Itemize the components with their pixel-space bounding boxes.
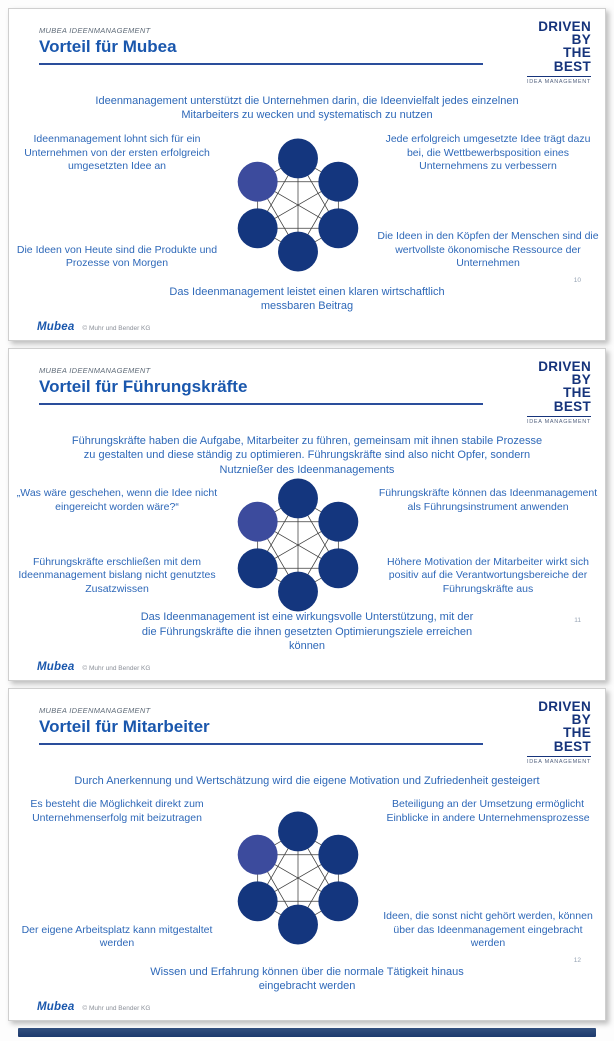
logo-subtitle: IDEA MANAGEMENT <box>527 758 591 765</box>
logo-word: DRIVEN <box>538 699 591 714</box>
slide-header <box>9 697 605 765</box>
driven-by-the-best-logo <box>505 19 591 85</box>
logo-subtitle: IDEA MANAGEMENT <box>527 78 591 85</box>
network-node <box>278 905 318 945</box>
logo-word: DRIVEN <box>538 19 591 34</box>
idea-network-diagram <box>219 804 377 952</box>
network-node <box>318 549 358 589</box>
left-bottom-text: Die Ideen von Heute sind die Produkte und Prozesse von Morgen <box>16 243 218 270</box>
intro-text: Ideenmanagement unterstützt die Unternehmen darin, die Ideenvielfalt jedes einzelnen Mitarbeiters zu wecken und systematisch zu nutzen <box>95 94 519 122</box>
mubea-logo: Mubea <box>37 661 75 673</box>
slide-vorteil-fuehrungskraefte <box>8 348 606 681</box>
network-node <box>278 139 318 179</box>
copyright-text: © Muhr und Bender KG <box>82 665 151 672</box>
right-top-text: Jede erfolgreich umgesetzte Idee trägt dazu bei, die Wettbewerbsposition eines Unternehmens zu verbessern <box>385 132 591 173</box>
logo-word: THE <box>563 725 591 741</box>
diagram-row <box>9 480 605 610</box>
logo-word: DRIVEN <box>538 359 591 374</box>
title-divider <box>39 63 483 65</box>
slide-title: Vorteil für Mubea <box>39 37 177 56</box>
logo-word: THE <box>563 45 591 61</box>
title-divider <box>39 403 483 405</box>
left-bottom-text: Führungskräfte erschließen mit dem Ideenmanagement bislang nicht genutztes Zusatzwissen <box>18 555 216 595</box>
idea-network-diagram <box>219 131 377 279</box>
left-bottom-text: Der eigene Arbeitsplatz kann mitgestaltet werden <box>21 923 213 950</box>
network-node <box>318 881 358 921</box>
slide-eyebrow: MUBEA IDEENMANAGEMENT <box>39 706 151 715</box>
network-node <box>318 209 358 249</box>
slide-footer <box>37 1001 150 1013</box>
left-top-text: Es besteht die Möglichkeit direkt zum Unternehmenserfolg mit beizutragen <box>30 798 204 825</box>
logo-word: BEST <box>553 58 591 74</box>
logo-subtitle: IDEA MANAGEMENT <box>527 418 591 425</box>
slide-title: Vorteil für Führungskräfte <box>39 377 248 396</box>
network-node-highlighted <box>238 502 278 542</box>
logo-word: BEST <box>553 398 591 414</box>
right-top-text: Führungskräfte können das Ideenmanagement als Führungsinstrument anwenden <box>378 487 598 514</box>
logo-word: BEST <box>553 738 591 754</box>
slide-eyebrow: MUBEA IDEENMANAGEMENT <box>39 366 151 375</box>
slide-eyebrow: MUBEA IDEENMANAGEMENT <box>39 26 151 35</box>
slide-vorteil-mitarbeiter <box>8 688 606 1021</box>
network-node <box>278 479 318 519</box>
idea-network-diagram <box>219 471 377 619</box>
right-bottom-text: Die Ideen in den Köpfen der Menschen sind die wertvollste ökonomische Ressource der Unternehmen <box>377 230 599 270</box>
network-node <box>278 812 318 852</box>
logo-divider <box>527 756 591 757</box>
intro-text: Führungskräfte haben die Aufgabe, Mitarbeiter zu führen, gemeinsam mit ihnen stabile Prozesse zu gestalten und diese ständig zu optimieren. Führungskräfte sind also nicht Opfer, sondern Nutznießer des Ideenmanagements <box>71 434 543 476</box>
network-node <box>278 232 318 272</box>
left-top-text: Ideenmanagement lohnt sich für ein Unternehmen von der ersten erfolgreich umgesetzten Idee an <box>24 132 210 173</box>
bottom-text: Das Ideenmanagement leistet einen klaren wirtschaftlich messbaren Beitrag <box>169 285 445 313</box>
right-top-text: Beteiligung an der Umsetzung ermöglicht Einblicke in andere Unternehmensprozesse <box>386 798 590 825</box>
slide-header <box>9 17 605 85</box>
network-node <box>318 835 358 875</box>
network-node <box>318 502 358 542</box>
network-node-highlighted <box>238 162 278 202</box>
logo-word: THE <box>563 385 591 401</box>
page-number: 11 <box>574 617 581 624</box>
slide-vorteil-mubea <box>8 8 606 341</box>
logo-divider <box>527 76 591 77</box>
driven-by-the-best-logo <box>505 699 591 765</box>
title-divider <box>39 743 483 745</box>
left-top-text: „Was wäre geschehen, wenn die Idee nicht eingereicht worden wäre?“ <box>16 487 218 514</box>
mubea-logo: Mubea <box>37 1001 75 1013</box>
logo-word: BY <box>571 712 591 728</box>
network-node-highlighted <box>238 835 278 875</box>
driven-by-the-best-logo <box>505 359 591 425</box>
network-node <box>238 881 278 921</box>
logo-word: BY <box>571 32 591 48</box>
page-number: 10 <box>573 277 581 284</box>
next-slide-top-edge <box>18 1028 596 1037</box>
slide-footer <box>37 661 150 673</box>
logo-word: BY <box>571 372 591 388</box>
slide-title: Vorteil für Mitarbeiter <box>39 717 210 736</box>
bottom-text: Wissen und Erfahrung können über die normale Tätigkeit hinaus eingebracht werden <box>150 965 464 993</box>
slide-header <box>9 357 605 425</box>
bottom-text: Das Ideenmanagement ist eine wirkungsvolle Unterstützung, mit der die Führungskräfte die ihnen gesetzten Optimierungsziele erreichen können <box>140 611 474 653</box>
network-node <box>278 572 318 612</box>
copyright-text: © Muhr und Bender KG <box>82 325 151 332</box>
right-bottom-text: Höhere Motivation der Mitarbeiter wirkt sich positiv auf die Verantwortungsbereiche der Führungskräfte aus <box>387 555 589 595</box>
mubea-logo: Mubea <box>37 321 75 333</box>
intro-text: Durch Anerkennung und Wertschätzung wird die eigene Motivation und Zufriedenheit gesteigert <box>74 774 540 787</box>
network-node <box>238 209 278 249</box>
diagram-row <box>9 126 605 285</box>
diagram-row <box>9 791 605 965</box>
right-bottom-text: Ideen, die sonst nicht gehört werden, können über das Ideenmanagement eingebracht werden <box>383 910 593 950</box>
logo-divider <box>527 416 591 417</box>
network-node <box>318 162 358 202</box>
copyright-text: © Muhr und Bender KG <box>82 1005 151 1012</box>
page-number: 12 <box>573 957 581 964</box>
slide-footer <box>37 321 150 333</box>
network-node <box>238 549 278 589</box>
